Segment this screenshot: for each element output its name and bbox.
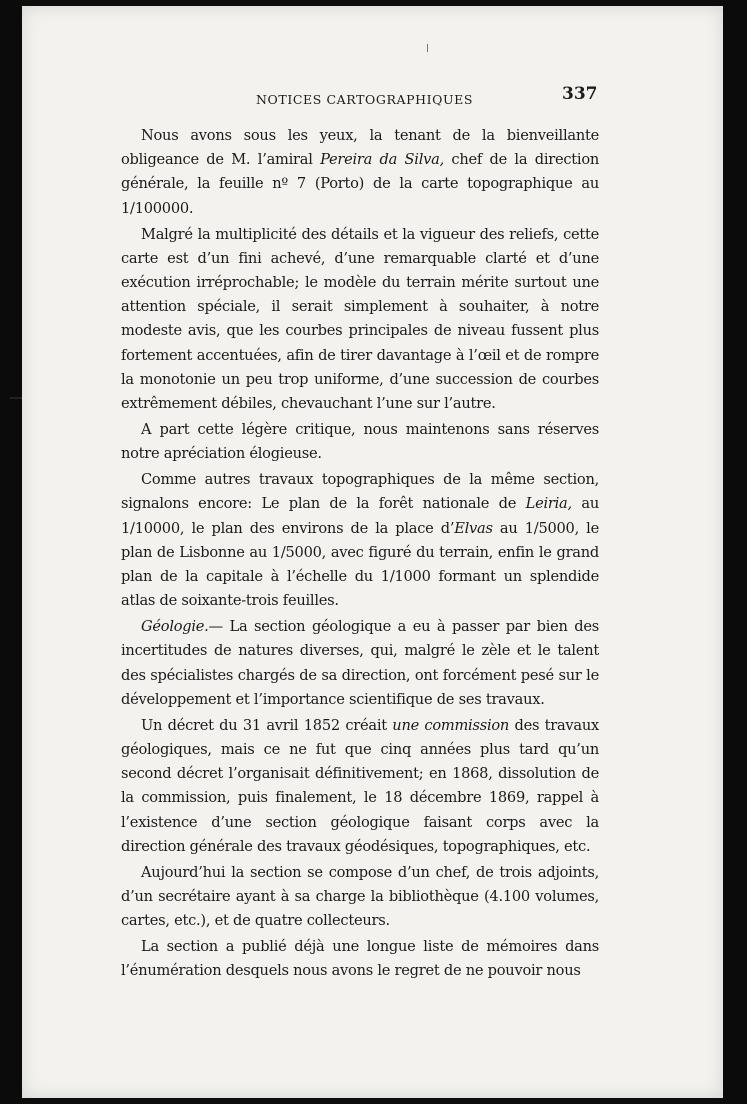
paragraph-2 [121,223,599,417]
running-head [0,78,747,108]
text-run: au 1/10000, le plan des environs de la place d’ [121,495,599,537]
text-run: A part cette légère critique, nous maintenons sans réserves notre apréciation élogieuse. [121,421,599,463]
paragraph-7 [121,861,599,934]
italic-text: une commission [392,716,510,734]
margin-tick-mark [10,397,22,399]
text-run: Malgré la multiplicité des détails et la vigueur des reliefs, cette carte est d’un fini achevé, d’une remarquable clarté et d’une exécution irréprochable; le modèle du terrain mérite surtout une attention spéciale, il serait simplement à souhaiter, à notre modeste avis, que les courbes principales de niveau fussent plus fortement accentuées, afin de tirer davantage à l’œil et de rompre la monotonie un peu trop uniforme, d’une succession de courbes extrêmement débiles, chevauchant l’une sur l’autre. [121,225,599,413]
italic-text: Elvas [454,519,493,537]
text-run: La section a publié déjà une longue liste de mémoires dans l’énumération desquels nous avons le regret de ne pouvoir nous [121,938,599,980]
text-run: Un décret du 31 avril 1852 créait [141,716,393,734]
text-run: Nous avons sous les yeux, la tenant de la bienveillante obligeance de M. l’amiral [121,127,599,169]
text-run: — La section géologique a eu à passer par bien des incertitudes de natures diverses, qui, malgré le zèle et le talent des spécialistes chargés de sa direction, ont forcément pesé sur le développement et l’importance scientifique de ses travaux. [121,618,599,708]
text-run: Aujourd’hui la section se compose d’un chef, de trois adjoints, d’un secrétaire ayant à sa charge la bibliothèque (4.100 volumes, cartes, etc.), et de quatre collecteurs. [121,863,599,930]
text-run: des travaux géologiques, mais ce ne fut que cinq années plus tard qu’un second décret l’organisait définitivement; en 1868, dissolution de la commission, puis finalement, le 18 décembre 1869, rappel à l’existence d’une section géologique faisant corps avec la direction générale des travaux géodésiques, topographiques, etc. [121,716,599,855]
running-title: NOTICES CARTOGRAPHIQUES [256,92,473,107]
text-run: Comme autres travaux topographiques de la même section, signalons encore: Le plan de la forêt nationale de [121,471,599,513]
text-run: au 1/5000, le plan de Lisbonne au 1/5000, avec figuré du terrain, enfin le grand plan de la capitale à l’échelle du 1/1000 formant un splendide atlas de soixante-trois feuilles. [121,519,599,610]
italic-text: Leiria, [525,495,572,513]
paragraph-3 [121,418,599,466]
paragraph-5 [121,615,599,712]
italic-text: Pereira da Silva, [320,151,444,169]
scan-border-left [0,0,22,1104]
paragraph-8 [121,935,599,983]
margin-tick-mark [427,44,428,52]
italic-text: Géologie. [141,618,209,636]
paragraph-4 [121,468,599,613]
body-text [121,124,599,985]
paragraph-1 [121,124,599,221]
text-run: chef de la direction générale, la feuille nº 7 (Porto) de la carte topographique au 1/100000. [121,151,600,217]
paragraph-6 [121,714,599,859]
scan-border-right [723,0,747,1104]
page-number: 337 [562,84,598,104]
